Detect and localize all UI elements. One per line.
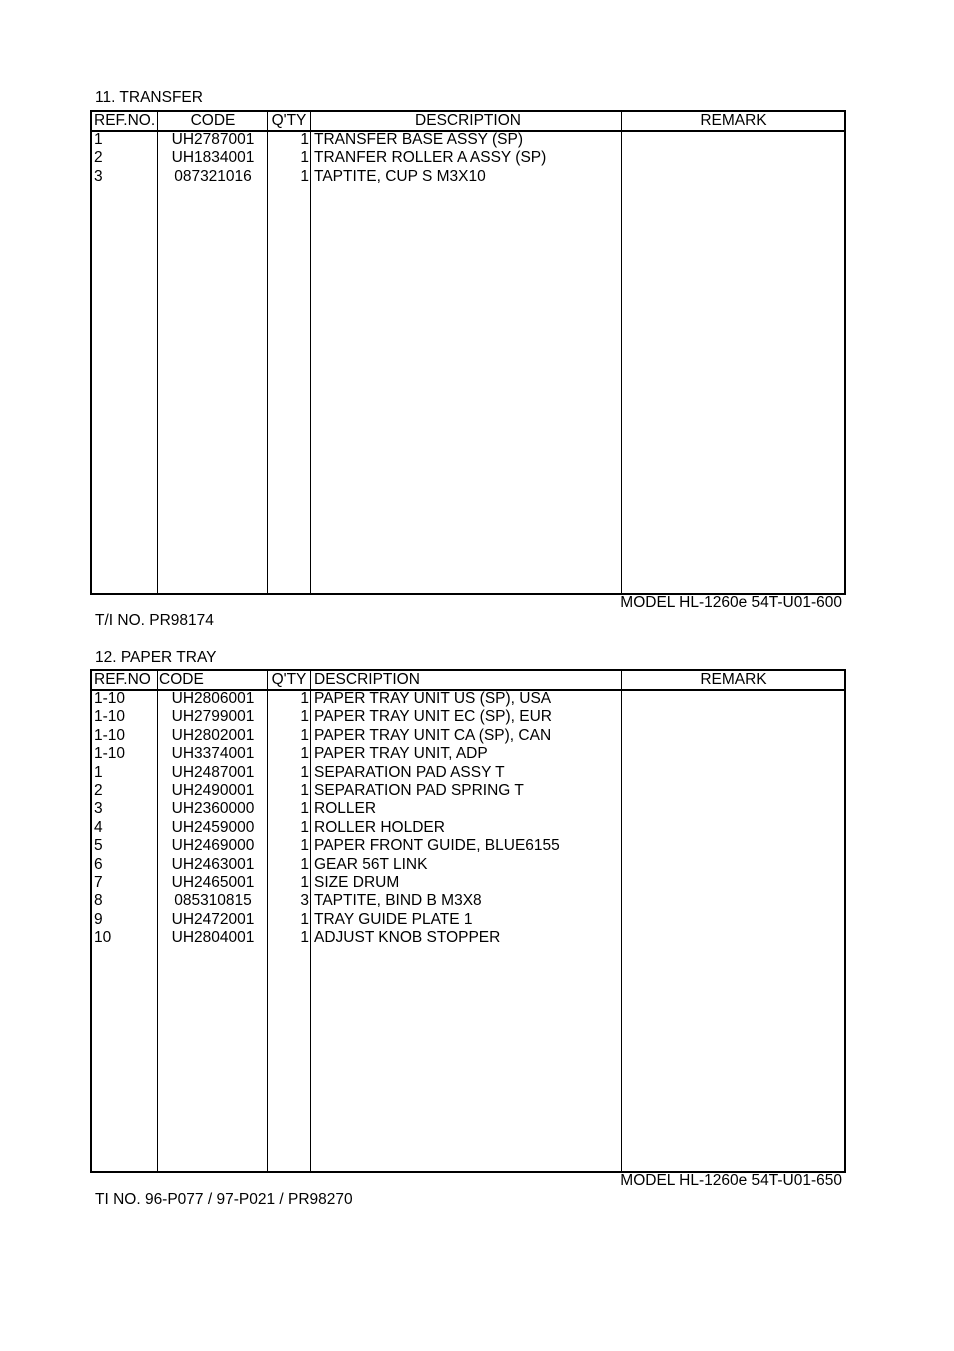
header-code: CODE <box>159 671 204 688</box>
cell-code: UH2787001 <box>171 131 255 148</box>
cell-code: UH2802001 <box>171 726 255 744</box>
table-header <box>92 112 844 132</box>
cell-ref-no: 2 <box>94 149 103 167</box>
cell-code: 085310815 <box>174 892 252 910</box>
cell-ref-no: 10 <box>94 929 112 947</box>
cell-code: UH2360000 <box>171 800 255 818</box>
section-title-paper-tray: 12. PAPER TRAY <box>95 649 217 666</box>
table-row <box>92 874 844 892</box>
cell-description: TRANSFER BASE ASSY (SP) <box>314 131 524 148</box>
cell-qty: 1 <box>300 149 309 167</box>
cell-description: TAPTITE, CUP S M3X10 <box>314 167 486 185</box>
cell-code: UH2804001 <box>171 929 255 947</box>
cell-qty: 1 <box>300 726 309 744</box>
cell-code: UH2463001 <box>171 855 255 873</box>
table-row <box>92 727 844 745</box>
cell-remark <box>623 819 844 837</box>
cell-code: UH3374001 <box>171 745 255 763</box>
table-header <box>92 671 844 691</box>
cell-description: GEAR 56T LINK <box>314 855 428 873</box>
parts-table-paper-tray <box>90 669 846 1173</box>
table-row <box>92 800 844 818</box>
table-row <box>92 168 844 186</box>
header-remark: REMARK <box>700 112 767 129</box>
cell-remark <box>623 800 844 818</box>
table-row <box>92 892 844 910</box>
cell-code: 087321016 <box>174 167 252 185</box>
header-remark: REMARK <box>700 671 767 688</box>
cell-qty: 1 <box>300 167 309 185</box>
cell-code: UH2469000 <box>171 837 255 855</box>
table-row <box>92 911 844 929</box>
cell-remark <box>623 856 844 874</box>
table-row <box>92 819 844 837</box>
cell-ref-no: 9 <box>94 910 103 928</box>
cell-description: SEPARATION PAD ASSY T <box>314 763 505 781</box>
model-number-paper-tray: MODEL HL-1260e 54T-U01-650 <box>620 1172 842 1189</box>
cell-remark <box>623 837 844 855</box>
cell-remark <box>623 168 844 186</box>
cell-ref-no: 1-10 <box>94 726 126 744</box>
table-row <box>92 782 844 800</box>
cell-description: ROLLER <box>314 800 377 818</box>
cell-remark <box>623 131 844 149</box>
model-number-transfer: MODEL HL-1260e 54T-U01-600 <box>620 594 842 611</box>
cell-description: ROLLER HOLDER <box>314 818 445 836</box>
table-row <box>92 764 844 782</box>
cell-remark <box>623 929 844 947</box>
cell-description: PAPER FRONT GUIDE, BLUE6155 <box>314 837 560 855</box>
cell-remark <box>623 745 844 763</box>
cell-ref-no: 1 <box>94 763 103 781</box>
cell-ref-no: 4 <box>94 818 103 836</box>
table-row <box>92 149 844 167</box>
cell-code: UH1834001 <box>171 149 255 167</box>
cell-qty: 1 <box>300 837 309 855</box>
cell-ref-no: 7 <box>94 874 103 891</box>
cell-code: UH2465001 <box>171 874 255 891</box>
cell-remark <box>623 782 844 800</box>
header-ref-no: REF.NO. <box>94 112 156 129</box>
table-row <box>92 745 844 763</box>
header-code: CODE <box>190 112 236 129</box>
cell-ref-no: 3 <box>94 167 103 185</box>
cell-qty: 1 <box>300 763 309 781</box>
cell-qty: 1 <box>300 800 309 818</box>
cell-qty: 1 <box>300 855 309 873</box>
parts-table-transfer <box>90 110 846 595</box>
cell-ref-no: 3 <box>94 800 103 818</box>
table-row <box>92 708 844 726</box>
cell-qty: 1 <box>300 929 309 947</box>
cell-code: UH2487001 <box>171 763 255 781</box>
cell-remark <box>623 690 844 708</box>
header-qty: Q'TY <box>271 671 307 688</box>
cell-description: TAPTITE, BIND B M3X8 <box>314 892 482 910</box>
table-row <box>92 929 844 947</box>
cell-qty: 1 <box>300 708 309 726</box>
cell-description: TRANFER ROLLER A ASSY (SP) <box>314 149 547 167</box>
cell-remark <box>623 911 844 929</box>
cell-ref-no: 1-10 <box>94 708 126 726</box>
cell-qty: 1 <box>300 782 309 799</box>
ti-number-paper-tray: TI NO. 96-P077 / 97-P021 / PR98270 <box>95 1191 353 1208</box>
ti-number-transfer: T/I NO. PR98174 <box>95 612 214 629</box>
header-ref-no: REF.NO <box>94 671 151 688</box>
cell-description: PAPER TRAY UNIT, ADP <box>314 745 488 763</box>
cell-description: PAPER TRAY UNIT CA (SP), CAN <box>314 726 552 744</box>
cell-qty: 1 <box>300 910 309 928</box>
cell-ref-no: 1-10 <box>94 690 126 707</box>
cell-ref-no: 1 <box>94 131 103 148</box>
cell-description: SEPARATION PAD SPRING T <box>314 782 524 799</box>
cell-description: PAPER TRAY UNIT US (SP), USA <box>314 690 552 707</box>
table-row <box>92 837 844 855</box>
cell-description: TRAY GUIDE PLATE 1 <box>314 910 473 928</box>
cell-remark <box>623 149 844 167</box>
cell-description: PAPER TRAY UNIT EC (SP), EUR <box>314 708 553 726</box>
cell-qty: 1 <box>300 690 309 707</box>
cell-ref-no: 8 <box>94 892 103 910</box>
cell-qty: 1 <box>300 131 309 148</box>
cell-code: UH2806001 <box>171 690 255 707</box>
cell-remark <box>623 727 844 745</box>
cell-code: UH2799001 <box>171 708 255 726</box>
cell-description: SIZE DRUM <box>314 874 400 891</box>
table-row <box>92 690 844 708</box>
cell-description: ADJUST KNOB STOPPER <box>314 929 501 947</box>
cell-code: UH2472001 <box>171 910 255 928</box>
cell-qty: 1 <box>300 874 309 891</box>
cell-qty: 1 <box>300 745 309 763</box>
cell-remark <box>623 874 844 892</box>
cell-ref-no: 6 <box>94 855 103 873</box>
table-row <box>92 131 844 149</box>
cell-code: UH2490001 <box>171 782 255 799</box>
cell-code: UH2459000 <box>171 818 255 836</box>
cell-qty: 3 <box>300 892 309 910</box>
table-row <box>92 856 844 874</box>
cell-remark <box>623 892 844 910</box>
cell-ref-no: 1-10 <box>94 745 126 763</box>
header-qty: Q'TY <box>271 112 307 129</box>
cell-remark <box>623 708 844 726</box>
section-title-transfer: 11. TRANSFER <box>95 89 203 106</box>
cell-ref-no: 5 <box>94 837 103 855</box>
header-description: DESCRIPTION <box>314 671 420 688</box>
cell-remark <box>623 764 844 782</box>
cell-ref-no: 2 <box>94 782 103 799</box>
cell-qty: 1 <box>300 818 309 836</box>
header-description: DESCRIPTION <box>415 112 521 129</box>
